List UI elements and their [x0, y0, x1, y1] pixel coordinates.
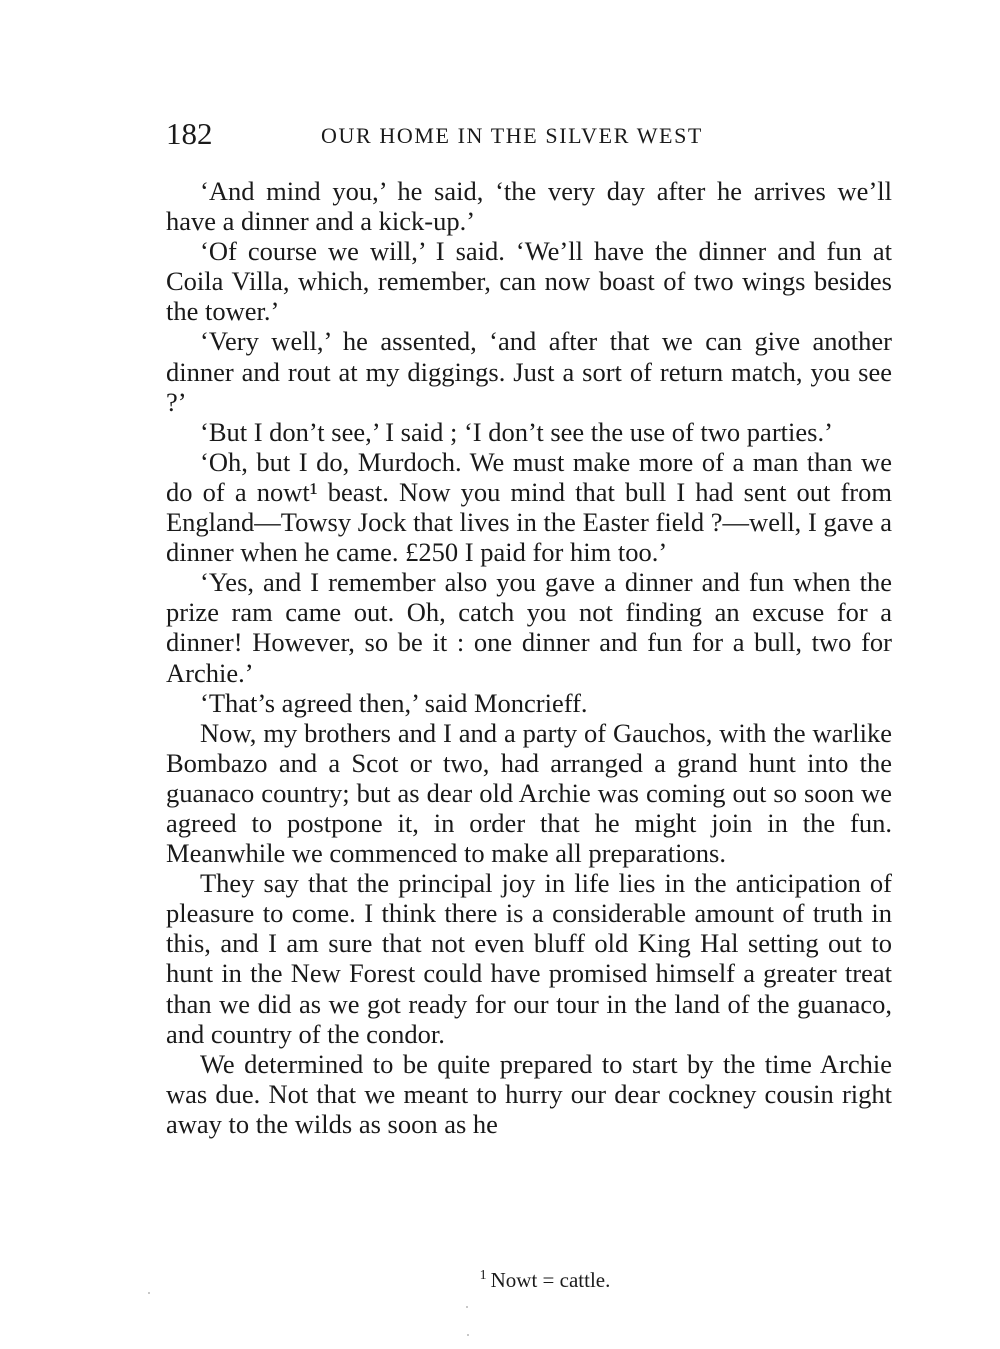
footnote [0, 1262, 1000, 1294]
scan-speck [466, 1306, 468, 1308]
footnote-marker: 1 [479, 1268, 487, 1283]
paragraph: ‘Oh, but I do, Murdoch. We must make more of a man than we do of a nowt¹ beast. Now you mind that bull I had sent out from England—Towsy Jock that lives in the Easter field ?—well, I gave a dinner when he came. £250 I paid for him too.’ [166, 446, 892, 568]
paragraph: ‘And mind you,’ he said, ‘the very day after he arrives we’ll have a dinner and a kick-up.’ [166, 176, 892, 237]
running-head [166, 114, 894, 154]
paragraph: ‘That’s agreed then,’ said Moncrieff. [200, 687, 588, 718]
paragraph: They say that the principal joy in life lies in the anticipation of pleasure to come. I think there is a considerable amount of truth in this, and I am sure that not even bluff old King Hal setting out to hunt in the New Forest could have promised himself a greater treat than we did as we got ready for our tour in the land of the guanaco, and country of the condor. [166, 868, 892, 1049]
book-title: OUR HOME IN THE SILVER WEST [321, 123, 703, 148]
paragraph: We determined to be quite prepared to start by the time Archie was due. Not that we meant to hurry our dear cockney cousin right away to the wilds as soon as he [166, 1048, 892, 1139]
body-text [166, 176, 892, 1139]
paragraph: ‘Very well,’ he assented, ‘and after that we can give another dinner and rout at my diggings. Just a sort of return match, you see ?’ [166, 326, 892, 417]
paragraph: ‘Of course we will,’ I said. ‘We’ll have the dinner and fun at Coila Villa, which, remember, can now boast of two wings besides the tower.’ [166, 236, 892, 327]
paragraph: Now, my brothers and I and a party of Gauchos, with the warlike Bombazo and a Scot or two, had arranged a grand hunt into the guanaco country; but as dear old Archie was coming out so soon we agreed to postpone it, in order that he might join in the fun. Meanwhile we commenced to make all preparations. [166, 717, 892, 869]
footnote-text: Nowt = cattle. [490, 1268, 611, 1292]
paragraph: ‘But I don’t see,’ I said ; ‘I don’t see the use of two parties.’ [200, 416, 833, 447]
scan-speck [467, 1334, 469, 1336]
scan-speck [148, 1292, 150, 1294]
paragraph: ‘Yes, and I remember also you gave a dinner and fun when the prize ram came out. Oh, catch you not finding an excuse for a dinner! However, so be it : one dinner and fun for a bull, two for Archie.’ [166, 567, 892, 688]
page-number: 182 [166, 116, 213, 151]
